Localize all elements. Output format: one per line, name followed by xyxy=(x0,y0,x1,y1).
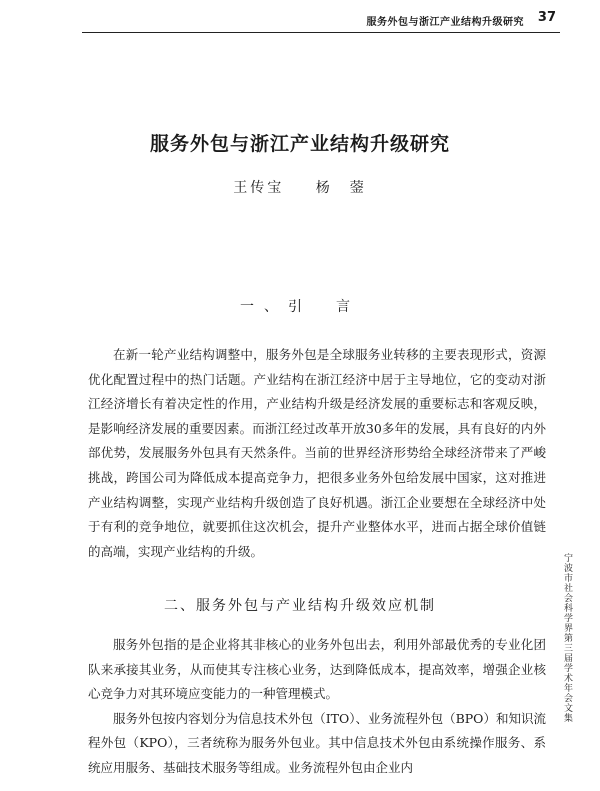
article-title: 服务外包与浙江产业结构升级研究 xyxy=(149,133,450,155)
section-body xyxy=(88,633,546,781)
side-collection-note: 宁波市社会科学界第三届学术年会文集 xyxy=(562,553,572,723)
body-paragraph: 服务外包按内容划分为信息技术外包（ITO）、业务流程外包（BPO）和知识流程外包（KPO），三者统称为服务外包业。其中信息技术外包由系统操作服务、系统应用服务、基础技术服务等组成。业务流程外包由企业内 xyxy=(88,710,546,775)
author-line xyxy=(0,177,600,197)
body-paragraph: 服务外包指的是企业将其非核心的业务外包出去，利用外部最优秀的专业化团队来承接其业务，从而使其专注核心业务，达到降低成本，提高效率，增强企业核心竞争力对其环境应变能力的一种管理模式。 xyxy=(88,637,546,702)
author-name: 王传宝 xyxy=(233,180,285,196)
body-paragraph: 在新一轮产业结构调整中，服务外包是全球服务业转移的主要表现形式，资源优化配置过程中的热门话题。产业结构在浙江经济中居于主导地位，它的变动对浙江经济增长有着决定性的作用，产业结构升级是经济发展的重要标志和客观反映，是影响经济发展的重要因素。而浙江经过改革开放30多年的发展，具有良好的内外部优势，发展服务外包具有天然条件。当前的世界经济形势给全球经济带来了严峻挑战，跨国公司为降低成本提高竞争力，把很多业务外包给发展中国家，这对推进产业结构调整，实现产业结构升级创造了良好机遇。浙江企业要想在全球经济中处于有利的竞争地位，就要抓住这次机会，提升产业整体水平，进而占据全球价值链的高端，实现产业结构的升级。 xyxy=(88,347,546,559)
running-header xyxy=(0,10,600,32)
section-body xyxy=(88,343,546,564)
section-heading: 一、引 言 xyxy=(240,299,360,315)
section-heading: 二、服务外包与产业结构升级效应机制 xyxy=(164,598,436,614)
author-name: 杨 蓥 xyxy=(315,180,367,196)
header-rule xyxy=(82,32,560,33)
page-number: 37 xyxy=(537,10,556,25)
running-title: 服务外包与浙江产业结构升级研究 xyxy=(366,17,524,28)
